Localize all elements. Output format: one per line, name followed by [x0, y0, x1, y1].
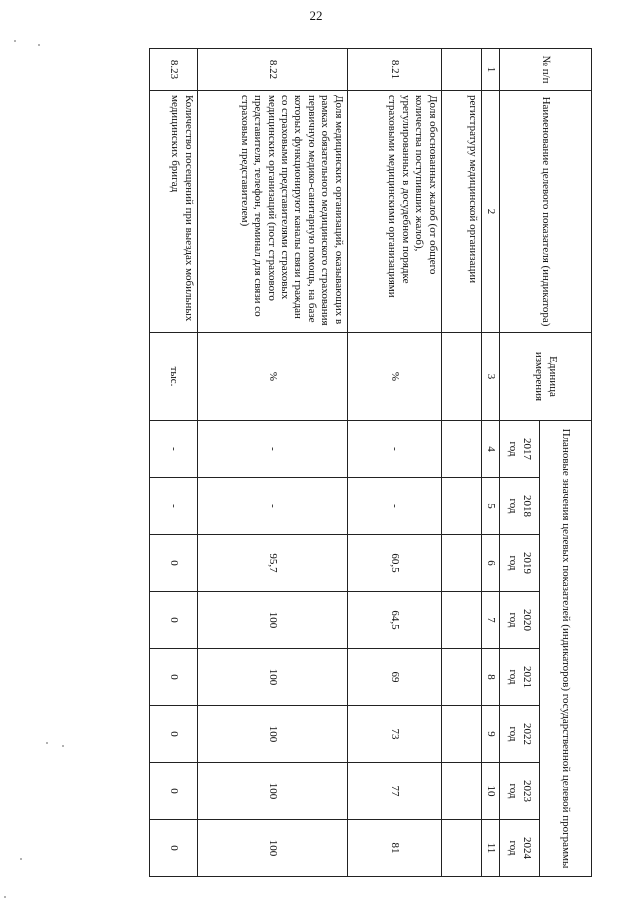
column-number: 9	[481, 706, 499, 763]
scan-speck	[14, 40, 16, 42]
row-value: -	[197, 421, 347, 478]
column-number: 3	[481, 333, 499, 421]
header-year-cell	[500, 820, 540, 877]
table-row	[441, 49, 481, 877]
row-unit: тыс.	[149, 333, 197, 421]
row-value: -	[347, 478, 441, 535]
header-year-suffix: год	[507, 555, 520, 571]
row-indicator-name: регистратуру медицинской организации	[441, 91, 481, 333]
header-year: 2018	[520, 495, 533, 517]
row-unit: %	[197, 333, 347, 421]
row-value: 0	[149, 535, 197, 592]
header-year-suffix: год	[507, 726, 520, 742]
row-value	[441, 478, 481, 535]
row-value: 64,5	[347, 592, 441, 649]
row-unit	[441, 333, 481, 421]
column-number: 6	[481, 535, 499, 592]
row-value: 100	[197, 763, 347, 820]
header-year-cell	[500, 421, 540, 478]
row-value: -	[197, 478, 347, 535]
table-row	[197, 49, 347, 877]
column-number: 11	[481, 820, 499, 877]
row-value: 0	[149, 592, 197, 649]
row-value: 69	[347, 649, 441, 706]
header-year: 2017	[520, 438, 533, 460]
row-value: 0	[149, 763, 197, 820]
column-number: 5	[481, 478, 499, 535]
column-number: 8	[481, 649, 499, 706]
header-year: 2019	[520, 552, 533, 574]
row-value: 60,5	[347, 535, 441, 592]
row-value: 95,7	[197, 535, 347, 592]
column-number: 4	[481, 421, 499, 478]
column-number: 7	[481, 592, 499, 649]
row-value: 0	[149, 820, 197, 877]
header-year-suffix: год	[507, 441, 520, 457]
header-year-suffix: год	[507, 840, 520, 856]
header-year-suffix: год	[507, 498, 520, 514]
row-value: -	[149, 478, 197, 535]
header-name: Наименование целевого показателя (индикатора)	[500, 91, 592, 333]
header-year: 2024	[520, 837, 533, 859]
row-value: -	[149, 421, 197, 478]
header-year-cell	[500, 535, 540, 592]
header-year: 2020	[520, 609, 533, 631]
row-value: 100	[197, 706, 347, 763]
row-value: 0	[149, 649, 197, 706]
header-year-suffix: год	[507, 669, 520, 685]
header-year-cell	[500, 763, 540, 820]
header-year-cell	[500, 592, 540, 649]
row-unit: %	[347, 333, 441, 421]
row-value: 100	[197, 592, 347, 649]
row-value: 81	[347, 820, 441, 877]
rotated-table-sheet	[152, 48, 592, 876]
scan-speck	[20, 858, 22, 860]
row-value	[441, 535, 481, 592]
scan-speck	[46, 742, 48, 744]
row-num: 8.22	[197, 49, 347, 91]
row-value: 77	[347, 763, 441, 820]
row-num	[441, 49, 481, 91]
header-year: 2023	[520, 780, 533, 802]
table-row	[347, 49, 441, 877]
column-number: 10	[481, 763, 499, 820]
header-year-suffix: год	[507, 783, 520, 799]
row-value	[441, 592, 481, 649]
row-indicator-name: Доля медицинских организаций, оказывающих в рамках обязательного медицинского страхования первичную медико-санитарную помощь, на базе которых функционируют каналы связи граждан со страховыми представителями страховых медицинских организаций (пост страхового представителя, телефон, терминал для связи со страховым представителем)	[197, 91, 347, 333]
scan-speck	[4, 896, 6, 898]
header-num: № п/п	[500, 49, 592, 91]
header-year: 2021	[520, 666, 533, 688]
target-indicators-table	[149, 48, 592, 877]
row-value: 0	[149, 706, 197, 763]
row-indicator-name: Доля обоснованных жалоб (от общего количества поступивших жалоб), урегулированных в досудебном порядке страховыми медицинскими организациями	[347, 91, 441, 333]
scan-speck	[62, 745, 64, 747]
column-number: 1	[481, 49, 499, 91]
row-value	[441, 649, 481, 706]
header-plan-group: Плановые значения целевых показателей (индикаторов) государственной целевой программы	[540, 421, 592, 877]
row-value	[441, 421, 481, 478]
header-year: 2022	[520, 723, 533, 745]
header-year-cell	[500, 649, 540, 706]
row-value	[441, 706, 481, 763]
row-value: -	[347, 421, 441, 478]
row-num: 8.23	[149, 49, 197, 91]
row-num: 8.21	[347, 49, 441, 91]
column-number: 2	[481, 91, 499, 333]
header-year-suffix: год	[507, 612, 520, 628]
table-row	[149, 49, 197, 877]
row-value	[441, 820, 481, 877]
row-value: 73	[347, 706, 441, 763]
header-year-cell	[500, 706, 540, 763]
header-year-cell	[500, 478, 540, 535]
row-value	[441, 763, 481, 820]
column-number-row	[481, 49, 499, 877]
scan-speck	[38, 44, 40, 46]
page-number: 22	[309, 8, 323, 23]
row-indicator-name: Количество посещений при выездах мобильных медицинских бригад	[149, 91, 197, 333]
row-value: 100	[197, 820, 347, 877]
header-unit: Единица измерения	[500, 333, 592, 421]
row-value: 100	[197, 649, 347, 706]
